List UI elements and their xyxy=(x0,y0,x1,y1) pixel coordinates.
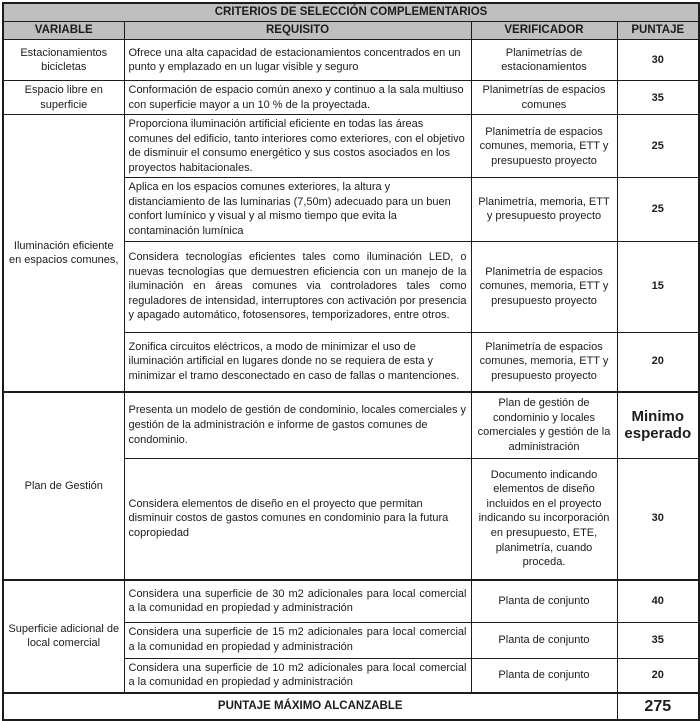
table-footer-row xyxy=(3,693,699,720)
footer-label: PUNTAJE MÁXIMO ALCANZABLE xyxy=(3,693,617,720)
cell-verificador: Planta de conjunto xyxy=(471,658,617,693)
cell-verificador: Documento indicando elementos de diseño incluidos en el proyecto indicando su incorporación en presupuesto, ETE, planimetría, cuando proceda. xyxy=(471,458,617,580)
cell-requisito: Considera una superficie de 10 m2 adicionales para local comercial a la comunidad en propiedad y administración xyxy=(124,658,471,693)
cell-verificador: Plan de gestión de condominio y locales comerciales y gestión de la administración xyxy=(471,392,617,458)
cell-requisito: Proporciona iluminación artificial eficiente en todas las áreas comunes del edificio, tanto interiores como exteriores, con el objetivo de disminuir el consumo energético y sus costos asociados en los proyectos habitacionales. xyxy=(124,115,471,178)
cell-puntaje: 15 xyxy=(617,241,699,332)
cell-puntaje: 30 xyxy=(617,40,699,81)
cell-requisito: Considera una superficie de 15 m2 adicionales para local comercial a la comunidad en propiedad y administración xyxy=(124,622,471,658)
cell-puntaje: 20 xyxy=(617,332,699,392)
table-title-row xyxy=(3,3,699,22)
cell-requisito: Conformación de espacio común anexo y continuo a la sala multiuso con superficie mayor a un 10 % de la proyectada. xyxy=(124,81,471,115)
cell-verificador: Planimetría de espacios comunes, memoria, ETT y presupuesto proyecto xyxy=(471,115,617,178)
cell-variable: Estacionamientos bicicletas xyxy=(3,40,124,81)
cell-verificador: Planimetría, memoria, ETT y presupuesto proyecto xyxy=(471,178,617,241)
cell-verificador: Planimetrías de espacios comunes xyxy=(471,81,617,115)
column-header-variable: VARIABLE xyxy=(3,22,124,40)
cell-requisito: Ofrece una alta capacidad de estacionamientos concentrados en un punto y emplazado en un lugar visible y seguro xyxy=(124,40,471,81)
cell-verificador: Planimetrías de estacionamientos xyxy=(471,40,617,81)
cell-verificador: Planimetría de espacios comunes, memoria, ETT y presupuesto proyecto xyxy=(471,332,617,392)
table-title: CRITERIOS DE SELECCIÓN COMPLEMENTARIOS xyxy=(3,3,699,22)
cell-requisito: Zonifica circuitos eléctricos, a modo de minimizar el uso de iluminación artificial en lugares donde no se requiera de esta y minimizar el tramo desconectado en caso de fallas o mantenciones. xyxy=(124,332,471,392)
cell-verificador: Planta de conjunto xyxy=(471,580,617,622)
cell-requisito: Considera tecnologías eficientes tales como iluminación LED, o nuevas tecnologías que demuestren eficiencia con un manejo de la iluminación en áreas comunes via controladores tales como reguladores de intensidad, interruptores con activación por presencia y apagado automático, fotosensores, temporizadores, entre otros. xyxy=(124,241,471,332)
cell-puntaje: 40 xyxy=(617,580,699,622)
criteria-table xyxy=(2,2,700,721)
cell-variable-group: Iluminación eficiente en espacios comunes, xyxy=(3,115,124,392)
cell-variable: Espacio libre en superficie xyxy=(3,81,124,115)
cell-puntaje: Minimo esperado xyxy=(617,392,699,458)
cell-puntaje: 30 xyxy=(617,458,699,580)
cell-verificador: Planta de conjunto xyxy=(471,622,617,658)
table-row xyxy=(3,580,699,622)
cell-puntaje: 35 xyxy=(617,81,699,115)
cell-verificador: Planimetría de espacios comunes, memoria, ETT y presupuesto proyecto xyxy=(471,241,617,332)
cell-variable-group: Superficie adicional de local comercial xyxy=(3,580,124,693)
cell-puntaje: 35 xyxy=(617,622,699,658)
column-header-puntaje: PUNTAJE xyxy=(617,22,699,40)
table-row xyxy=(3,115,699,178)
column-header-verificador: VERIFICADOR xyxy=(471,22,617,40)
table-row xyxy=(3,392,699,458)
table-row xyxy=(3,81,699,115)
cell-puntaje: 20 xyxy=(617,658,699,693)
column-header-requisito: REQUISITO xyxy=(124,22,471,40)
footer-total-value: 275 xyxy=(617,693,699,720)
cell-requisito: Considera una superficie de 30 m2 adicionales para local comercial a la comunidad en propiedad y administración xyxy=(124,580,471,622)
table-row xyxy=(3,40,699,81)
cell-requisito: Considera elementos de diseño en el proyecto que permitan disminuir costos de gastos comunes en condominio para la futura copropiedad xyxy=(124,458,471,580)
cell-requisito: Presenta un modelo de gestión de condominio, locales comerciales y gestión de la administración e informe de gastos comunes de condominio. xyxy=(124,392,471,458)
cell-puntaje: 25 xyxy=(617,115,699,178)
cell-variable-group: Plan de Gestión xyxy=(3,392,124,580)
table-header-row xyxy=(3,22,699,40)
cell-puntaje: 25 xyxy=(617,178,699,241)
cell-requisito: Aplica en los espacios comunes exteriores, la altura y distanciamiento de las luminarias (7,50m) adecuado para un buen confort lumínico y visual y al mismo tiempo que evita la contaminación lumínica xyxy=(124,178,471,241)
